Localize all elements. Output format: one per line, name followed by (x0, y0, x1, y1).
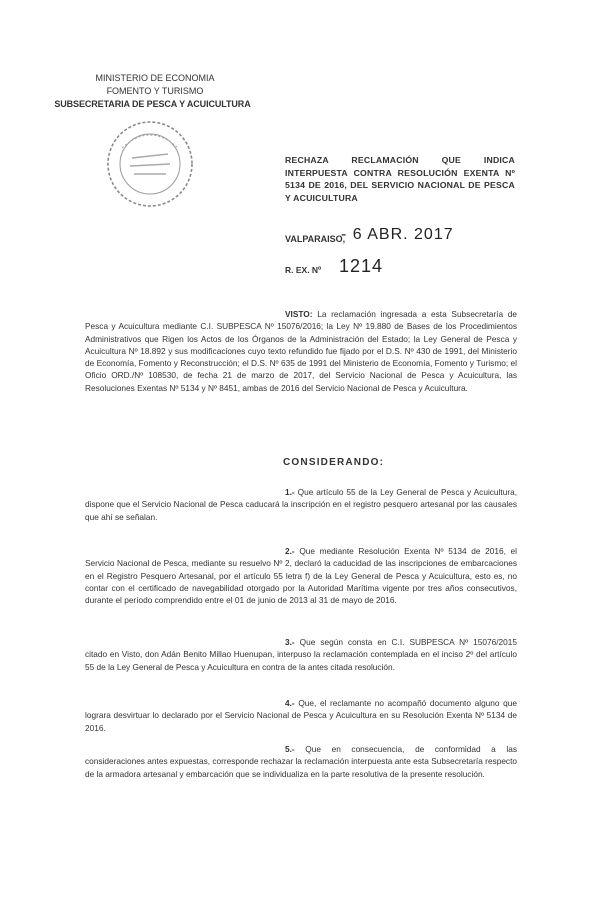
considerando-item-3 (85, 636, 517, 673)
subsecretaria-name: SUBSECRETARIA DE PESCA Y ACUICULTURA (54, 99, 251, 109)
visto-label: VISTO: (285, 309, 313, 319)
considerando-item-4 (85, 697, 517, 734)
date-stamp: - 6 ABR. 2017 (341, 226, 454, 243)
item-number: 1.- (285, 487, 295, 497)
rex-label: R. EX. Nº (285, 265, 322, 275)
considerando-item-2 (85, 545, 517, 606)
place-label: VALPARAISO, (285, 234, 346, 244)
resolution-title: RECHAZA RECLAMACIÓN QUE INDICA INTERPUESTA CONTRA RESOLUCIÓN EXENTA Nº 5134 DE 2016, DEL SERVICIO NACIONAL DE PESCA Y ACUICULTURA (285, 155, 515, 203)
item-text: Que según consta en C.I. SUBPESCA Nº 15076/2015 citado en Visto, don Adán Benito Millao Huenupan, interpuso la reclamación contemplada en el inciso 2º del artículo 55 de la Ley General de Pesca y Acuicultura en contra de la antes citada resolución. (85, 637, 517, 672)
official-seal-icon (104, 118, 196, 210)
considerando-item-5 (85, 743, 517, 780)
visto-text: La reclamación ingresada a esta Subsecretaría de Pesca y Acuicultura mediante C.I. SUBPESCA Nº 15076/2016; la Ley Nº 19.880 de Bases de los Procedimientos Administrativos que Rigen los Actos de los Órganos de la Administración del Estado; la Ley General de Pesca y Acuicultura Nº 18.892 y sus modificaciones cuyo texto refundido fue fijado por el D.S. Nº 430 de 1991, del Ministerio de Economía, Fomento y Reconstrucción; el D.S. Nº 635 de 1991 del Ministerio de Economía, Fomento y Turismo; el Oficio ORD./Nº 108530, de fecha 21 de marzo de 2017, del Servicio Nacional de Pesca y Acuicultura, las Resoluciones Exentas Nº 5134 y Nº 8451, ambas de 2016 del Servicio Nacional de Pesca y Acuicultura. (85, 309, 517, 393)
item-number: 2.- (285, 546, 295, 556)
item-number: 5.- (285, 744, 295, 754)
considerando-item-1 (85, 486, 517, 523)
item-number: 3.- (285, 637, 295, 647)
considerando-heading: CONSIDERANDO: (283, 457, 385, 468)
item-text: Que, el reclamante no acompañó documento alguno que lograra desvirtuar lo declarado por el Servicio Nacional de Pesca y Acuicultura en su Resolución Exenta Nº 5134 de 2016. (85, 698, 517, 733)
item-text: Que mediante Resolución Exenta Nº 5134 de 2016, el Servicio Nacional de Pesca, mediante su resuelvo Nº 2, declaró la caducidad de las inscripciones de embarcaciones en el Registro Pesquero Artesanal, por el artículo 55 letra f) de la Ley General de Pesca y Acuicultura, esto es, no contar con el certificado de navegabilidad otorgado por la Autoridad Marítima vigente por tres años consecutivos, durante el período comprendido entre el 01 de junio de 2013 al 31 de mayo de 2016. (85, 546, 517, 606)
visto-paragraph (85, 308, 517, 394)
ministry-name: MINISTERIO DE ECONOMIA (95, 73, 215, 83)
item-text: Que artículo 55 de la Ley General de Pesca y Acuicultura, dispone que el Servicio Nacional de Pesca caducará la inscripción en el registro pesquero artesanal por las causales que ahí se señalan. (85, 487, 517, 522)
rex-number: 1214 (339, 256, 384, 276)
item-text: Que en consecuencia, de conformidad a las consideraciones antes expuestas, corresponde rechazar la reclamación interpuesta ante esta Subsecretaría respecto de la armadora artesanal y embarcación que se individualiza en la parte resolutiva de la presente resolución. (85, 744, 517, 779)
ministry-subtitle: FOMENTO Y TURISMO (106, 86, 204, 96)
item-number: 4.- (285, 698, 295, 708)
